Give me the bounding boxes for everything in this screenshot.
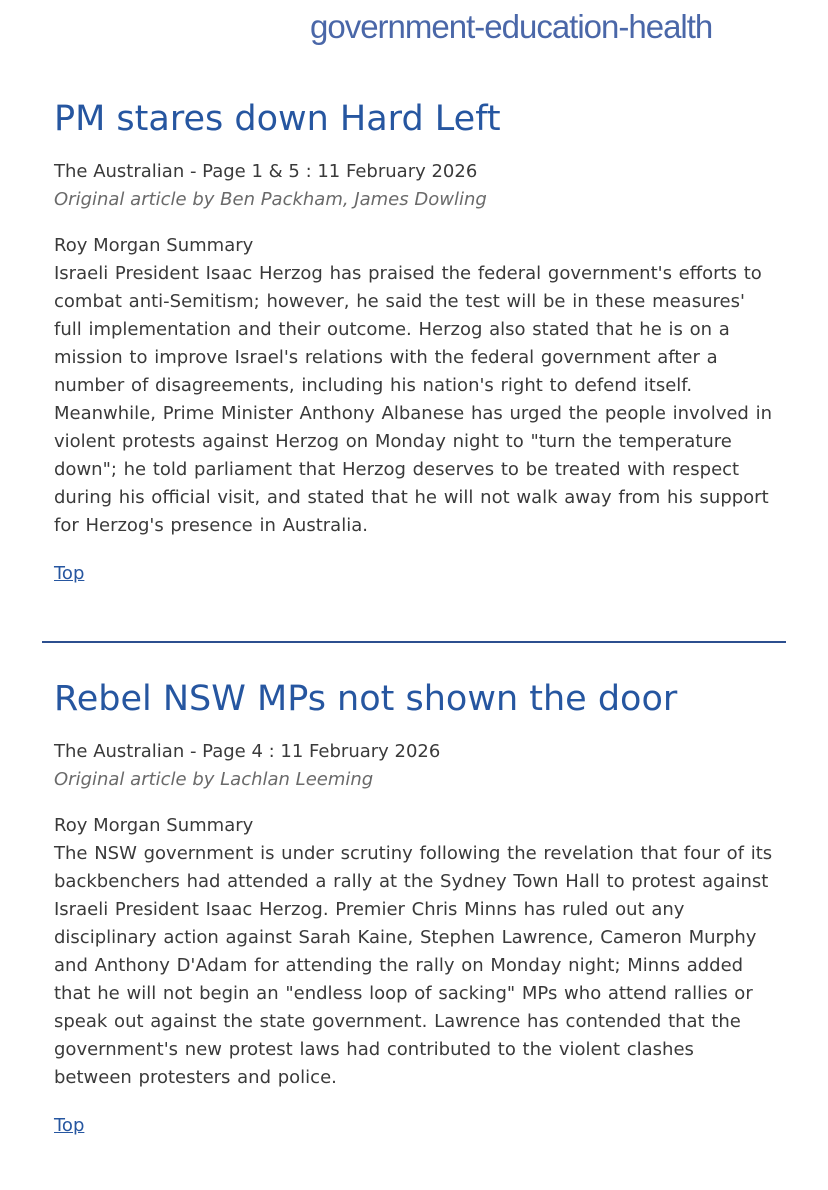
- article-source: The Australian - Page 1 & 5 : 11 February 2026: [54, 161, 478, 182]
- article-source: The Australian - Page 4 : 11 February 2026: [54, 741, 441, 762]
- article-headline[interactable]: Rebel NSW MPs not shown the door: [54, 679, 678, 719]
- summary-label: Roy Morgan Summary: [54, 235, 254, 256]
- article-card: [54, 676, 784, 1140]
- top-link[interactable]: Top: [54, 1115, 85, 1136]
- section-divider: [42, 641, 786, 643]
- summary-text: The NSW government is under scrutiny following the revelation that four of its backbenchers had attended a rally at the Sydney Town Hall to protest against Israeli President Isaac Herzog. Premier Chris Minns has ruled out any disciplinary action against Sarah Kaine, Stephen Lawrence, Cameron Murphy and Anthony D'Adam for attending the rally on Monday night; Minns added that he will not begin an "endless loop of sacking" MPs who attend rallies or speak out against the state government. Lawrence has contended that the government's new protest laws had contributed to the violent clashes between protesters and police.: [54, 843, 773, 1088]
- article-byline: Original article by Lachlan Leeming: [54, 769, 374, 790]
- site-logo: government-education-health: [310, 8, 713, 45]
- top-link[interactable]: Top: [54, 563, 85, 584]
- article-card: [54, 96, 784, 588]
- article-byline: Original article by Ben Packham, James Dowling: [54, 189, 487, 210]
- article-headline[interactable]: PM stares down Hard Left: [54, 99, 501, 139]
- summary-label: Roy Morgan Summary: [54, 815, 254, 836]
- summary-text: Israeli President Isaac Herzog has praised the federal government's efforts to combat anti-Semitism; however, he said the test will be in these measures' full implementation and their outcome. Herzog also stated that he is on a mission to improve Israel's relations with the federal government after a number of disagreements, including his nation's right to defend itself. Meanwhile, Prime Minister Anthony Albanese has urged the people involved in violent protests against Herzog on Monday night to "turn the temperature down"; he told parliament that Herzog deserves to be treated with respect during his official visit, and stated that he will not walk away from his support for Herzog's presence in Australia.: [54, 263, 772, 536]
